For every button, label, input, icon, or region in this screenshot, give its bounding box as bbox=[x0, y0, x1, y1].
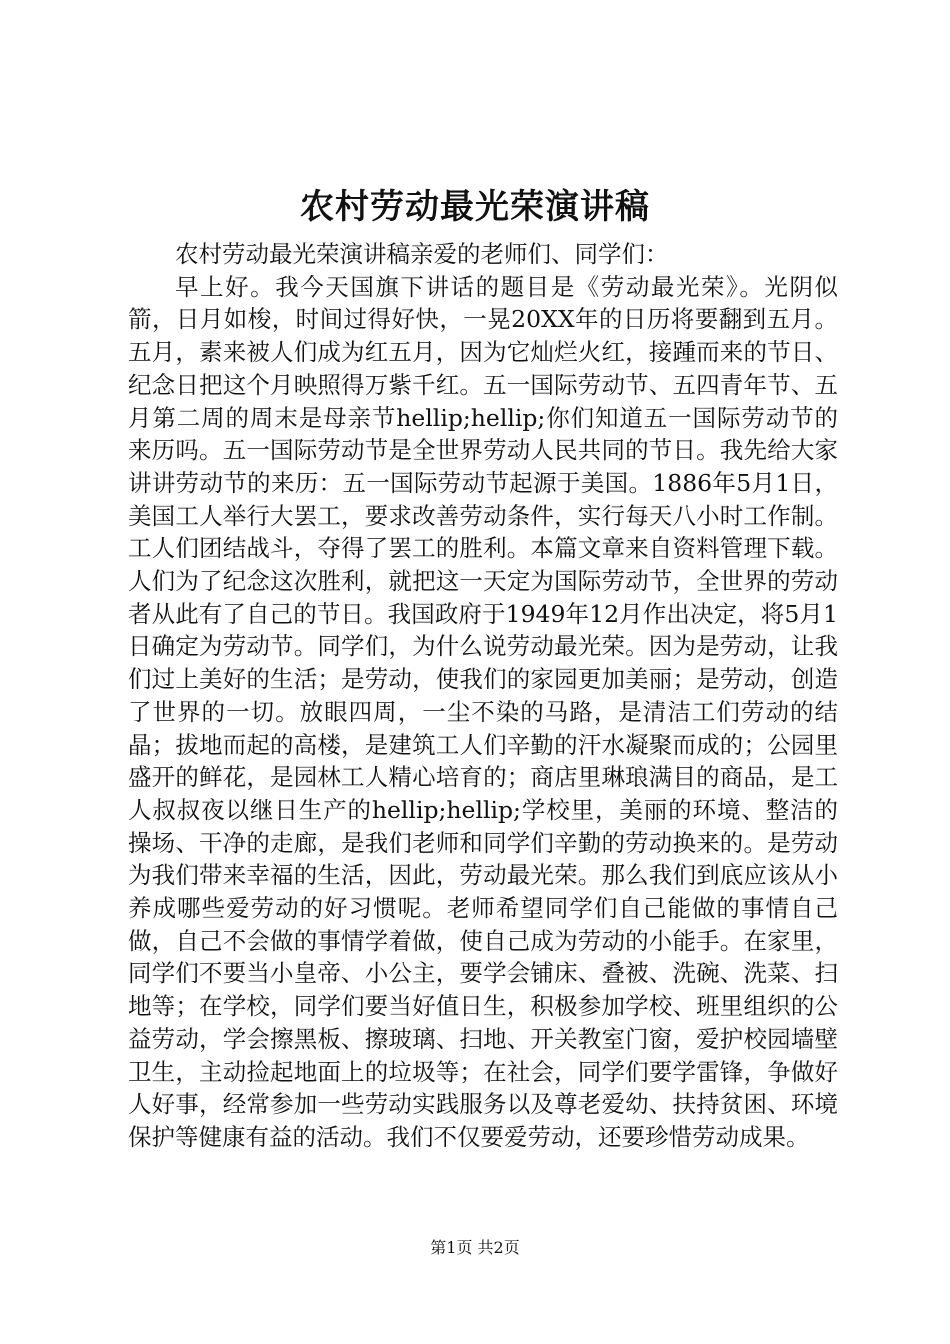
greeting-paragraph: 农村劳动最光荣演讲稿亲爱的老师们、同学们： bbox=[175, 240, 669, 268]
speech-paragraph: 早上好。我今天国旗下讲话的题目是《劳动最光荣》。光阴似箭，日月如梭，时间过得好快，一晃20XX年的日历将要翻到五月。五月，素来被人们成为红五月，因为它灿烂火红，接踵而来的节日、纪念日把这个月映照得万紫千红。五一国际劳动节、五四青年节、五月第二周的周末是母亲节hellip;hellip;你们知道五一国际劳动节的来历吗。五一国际劳动节是全世界劳动人民共同的节日。我先给大家讲讲劳动节的来历：五一国际劳动节起源于美国。1886年5月1日，美国工人举行大罢工，要求改善劳动条件，实行每天八小时工作制。工人们团结战斗，夺得了罢工的胜利。本篇文章来自资料管理下载。人们为了纪念这次胜利，就把这一天定为国际劳动节，全世界的劳动者从此有了自己的节日。我国政府于1949年12月作出决定，将5月1日确定为劳动节。同学们，为什么说劳动最光荣。因为是劳动，让我们过上美好的生活；是劳动，使我们的家园更加美丽；是劳动，创造了世界的一切。放眼四周，一尘不染的马路，是清洁工们劳动的结晶；拔地而起的高楼，是建筑工人们辛勤的汗水凝聚而成的；公园里盛开的鲜花，是园林工人精心培育的；商店里琳琅满目的商品，是工人叔叔夜以继日生产的hellip;hellip;学校里，美丽的环境、整洁的操场、干净的走廊，是我们老师和同学们辛勤的劳动换来的。是劳动为我们带来幸福的生活，因此，劳动最光荣。那么我们到底应该从小养成哪些爱劳动的好习惯呢。老师希望同学们自己能做的事情自己做，自己不会做的事情学着做，使自己成为劳动的小能手。在家里，同学们不要当小皇帝、小公主，要学会铺床、叠被、洗碗、洗菜、扫地等；在学校，同学们要当好值日生，积极参加学校、班里组织的公益劳动，学会擦黑板、擦玻璃、扫地、开关教室门窗，爱护校园墙壁卫生，主动捡起地面上的垃圾等；在社会，同学们要学雷锋，争做好人好事，经常参加一些劳动实践服务以及尊老爱幼、扶持贫困、环境保护等健康有益的活动。我们不仅要爱劳动，还要珍惜劳动成果。 bbox=[128, 272, 838, 1151]
page-footer: 第1页 共2页 bbox=[430, 1238, 520, 1257]
document-title: 农村劳动最光荣演讲稿 bbox=[300, 187, 650, 227]
document-body bbox=[128, 238, 838, 1154]
